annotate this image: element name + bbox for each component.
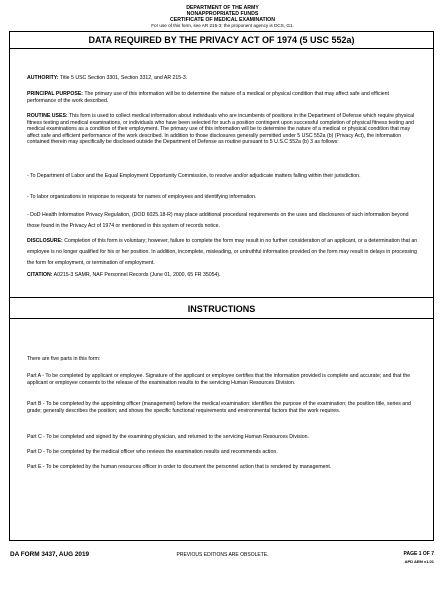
obsolete-notice: PREVIOUS EDITIONS ARE OBSOLETE. <box>176 552 269 558</box>
header-department: DEPARTMENT OF THE ARMY <box>186 5 259 11</box>
disclosure-label: DISCLOSURE: <box>27 238 63 244</box>
purpose-label: PRINCIPAL PURPOSE: <box>27 91 84 97</box>
instruction-part-a: Part A - To be completed by applicant or employee. Signature of the applicant or employee certifies that the information provided is complete and accurate; and that the applicant or employee consents to the release of the examination results to the servicing Human Resources Division. <box>27 373 411 386</box>
authority-text: Title 5 USC Section 3301, Section 3312, and AR 215-3. <box>58 75 188 81</box>
form-number: DA FORM 3437, AUG 2019 <box>10 551 90 558</box>
routine-use-dol: - To Department of Labor and the Equal Employment Opportunity Commission, to resolve and/or adjudicate matters falling within their jurisdiction. <box>27 173 361 179</box>
authority-paragraph <box>27 75 419 82</box>
routine-uses-text: This form is used to collect medical information about individuals who are incumbents of positions in the Department of Defense which require physical fitness testing and medical examinations, or individuals who have been selected for such a position contingent upon successful completion of physical fitness testing and medical examinations as a condition of their employment. The primary use of this information will be to determine the nature of a medical or physical condition that may affect safe and efficient performance of the work described. In addition to those disclosures generally permitted under 5 USC 552a (b) (Privacy Act), the information contained therein may specifically be disclosed outside the Department of Defense as routine pursuant to 5 U.S.C 552a (b) 3 as follows: <box>27 113 415 146</box>
routine-uses-paragraph <box>27 113 419 146</box>
privacy-title-divider <box>9 48 434 49</box>
form-version: APD AEM v1.01 <box>404 559 434 564</box>
routine-use-dod: - DoD Health Information Privacy Regulation, (DOD 6025.18-R) may place additional procedural requirements on the uses and disclosures of such information beyond those found in the Privacy Act of 1974 or mentioned in this system of records notice. <box>27 212 409 229</box>
header-funds: NONAPPROPRIATED FUNDS <box>186 11 259 17</box>
citation-text: A0215-3 SAMR, NAF Personnel Records (June 01, 2000, 65 FR 35054). <box>52 272 221 278</box>
header-proponent: For use of this form, see AR 215-3; the proponent agency is DCS, G1. <box>151 23 294 28</box>
routine-uses-label: ROUTINE USES: <box>27 113 68 119</box>
purpose-paragraph <box>27 91 419 104</box>
routine-use-labor: - To labor organizations in response to requests for names of employees and identifying information. <box>27 194 257 200</box>
section-divider <box>9 297 434 298</box>
page-number: PAGE 1 OF 7 <box>403 551 434 557</box>
instruction-part-d: Part D - To be completed by the medical officer who reviews the examination results and recommends action. <box>27 449 278 455</box>
authority-label: AUTHORITY: <box>27 75 59 81</box>
instruction-part-b: Part B - To be completed by the appointing officer (management) before the medical examination: identifies the purpose of the examination; the position title, series and grade; generally describes the position; and shows the specific functional requirements and environmental factors that the work requires. <box>27 401 411 414</box>
privacy-act-title: DATA REQUIRED BY THE PRIVACY ACT OF 1974 (5 USC 552a) <box>88 35 355 45</box>
instruction-part-c: Part C - To be completed and signed by the examining physician, and returned to the servicing Human Resources Division. <box>27 434 309 440</box>
header-form-title: CERTIFICATE OF MEDICAL EXAMINATION <box>170 17 275 23</box>
instruction-part-e: Part E - To be completed by the human resources officer in order to document the personnel action that is rendered by management. <box>27 464 332 470</box>
citation-label: CITATION: <box>27 272 53 278</box>
purpose-text: The primary use of this information will be to determine the nature of a medical or physical condition that may affect safe and efficient performance of the work described. <box>27 91 389 104</box>
disclosure-paragraph <box>27 236 419 269</box>
instructions-title-divider <box>9 318 434 319</box>
citation-paragraph <box>27 272 419 279</box>
instructions-intro: There are five parts in this form: <box>27 356 101 362</box>
instructions-title: INSTRUCTIONS <box>187 304 256 314</box>
disclosure-text: Completion of this form is voluntary; however, failure to complete the form may result in no further consideration of an applicant, or a determination that an employee is no longer qualified for his or her position. In addition, incomplete, misleading, or untruthful information provided on the form may result in delays in processing the form for employment, or termination of employment. <box>27 238 418 266</box>
